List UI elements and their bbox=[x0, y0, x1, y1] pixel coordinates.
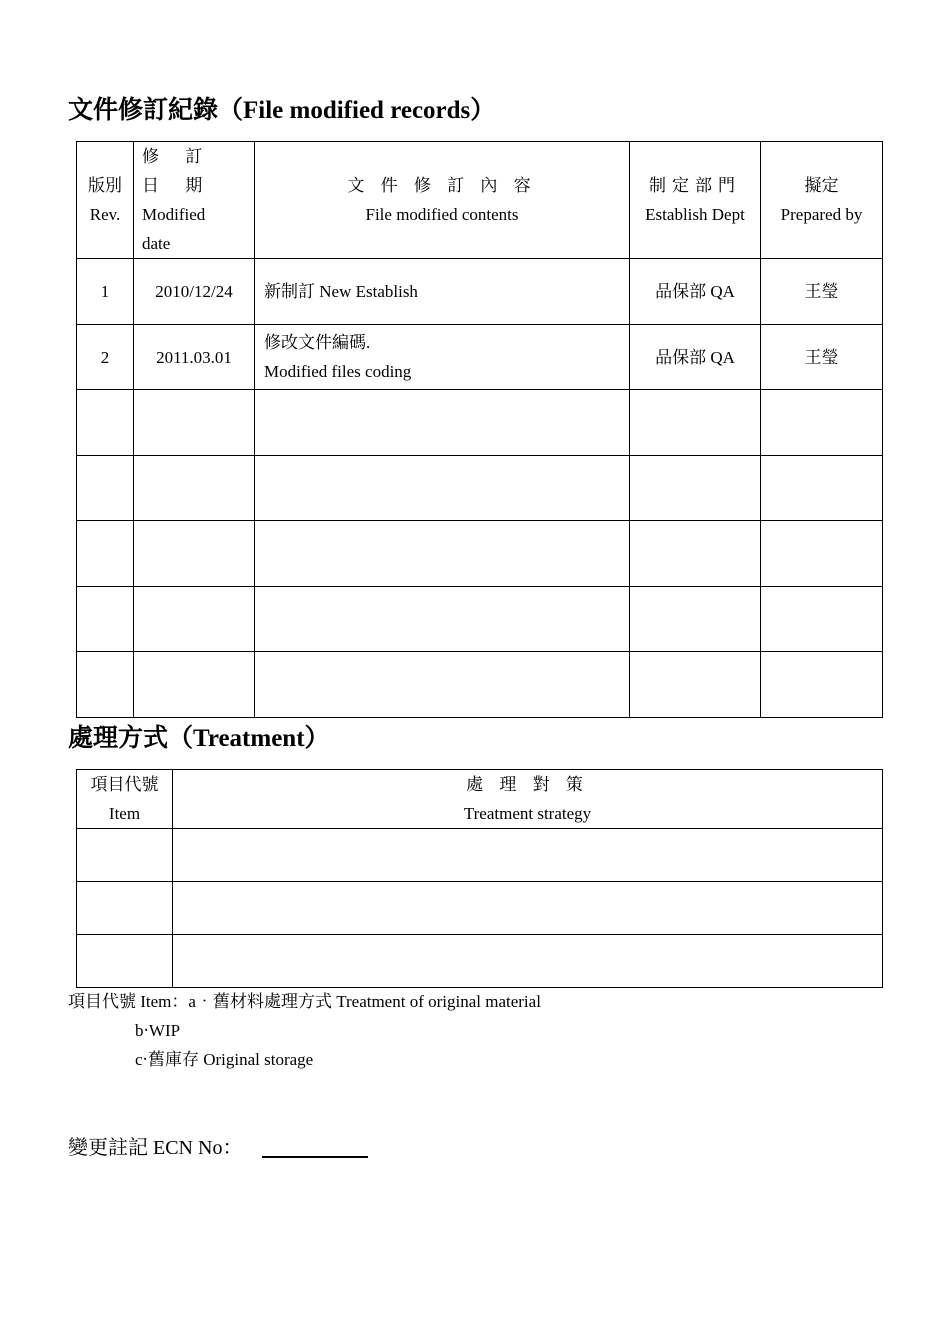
prepared-cell: 王瑩 bbox=[761, 325, 883, 390]
treatment-header-row bbox=[77, 770, 883, 829]
prepared-cell bbox=[761, 456, 883, 521]
ecn-label: 變更註記 ECN No： bbox=[68, 1137, 243, 1159]
table-row bbox=[77, 259, 883, 325]
content-cell: 修改文件編碼. Modified files coding bbox=[255, 325, 630, 390]
prepared-cell bbox=[761, 652, 883, 718]
rev-cell: 1 bbox=[77, 259, 134, 325]
strategy-header: 處 理 對 策 Treatment strategy bbox=[173, 770, 883, 829]
content-cell bbox=[255, 456, 630, 521]
treatment-table bbox=[76, 769, 883, 988]
treatment-title: 處理方式（Treatment） bbox=[68, 725, 330, 752]
records-table bbox=[76, 141, 883, 718]
strategy-cell bbox=[173, 935, 883, 988]
note-item-c: c‧舊庫存 Original storage bbox=[135, 1050, 314, 1069]
table-row bbox=[77, 521, 883, 587]
dept-cell: 品保部 QA bbox=[630, 259, 761, 325]
table-row bbox=[77, 829, 883, 882]
date-cell bbox=[134, 587, 255, 652]
prepared-cell: 王瑩 bbox=[761, 259, 883, 325]
rev-cell bbox=[77, 652, 134, 718]
table-row bbox=[77, 882, 883, 935]
dept-cell bbox=[630, 456, 761, 521]
date-cell: 2011.03.01 bbox=[134, 325, 255, 390]
dept-cell bbox=[630, 652, 761, 718]
rev-cell bbox=[77, 587, 134, 652]
table-row bbox=[77, 325, 883, 390]
dept-cell bbox=[630, 587, 761, 652]
note-item-b: b‧WIP bbox=[135, 1021, 181, 1040]
item-cell bbox=[77, 935, 173, 988]
table-row bbox=[77, 587, 883, 652]
content-cell bbox=[255, 652, 630, 718]
item-cell bbox=[77, 829, 173, 882]
rev-cell bbox=[77, 456, 134, 521]
table-row bbox=[77, 935, 883, 988]
table-row bbox=[77, 390, 883, 456]
date-header: 修 訂 日 期 Modified date bbox=[134, 142, 255, 259]
date-cell bbox=[134, 652, 255, 718]
dept-cell bbox=[630, 390, 761, 456]
records-header-row bbox=[77, 142, 883, 259]
prepared-header: 擬定 Prepared by bbox=[761, 142, 883, 259]
dept-header: 制定部門 Establish Dept bbox=[630, 142, 761, 259]
rev-cell bbox=[77, 521, 134, 587]
ecn-number-field[interactable] bbox=[262, 1156, 368, 1158]
date-cell: 2010/12/24 bbox=[134, 259, 255, 325]
strategy-cell bbox=[173, 829, 883, 882]
prepared-cell bbox=[761, 390, 883, 456]
content-cell bbox=[255, 587, 630, 652]
content-cell bbox=[255, 521, 630, 587]
content-cell: 新制訂 New Establish bbox=[255, 259, 630, 325]
rev-cell bbox=[77, 390, 134, 456]
date-cell bbox=[134, 521, 255, 587]
prepared-cell bbox=[761, 587, 883, 652]
content-cell bbox=[255, 390, 630, 456]
date-cell bbox=[134, 456, 255, 521]
item-header: 項目代號 Item bbox=[77, 770, 173, 829]
note-item-a: 項目代號 Item：a‧舊材料處理方式 Treatment of original material bbox=[68, 992, 541, 1011]
rev-header: 版別 Rev. bbox=[77, 142, 134, 259]
table-row bbox=[77, 456, 883, 521]
dept-cell: 品保部 QA bbox=[630, 325, 761, 390]
records-title: 文件修訂紀錄（File modified records） bbox=[68, 97, 496, 124]
rev-cell: 2 bbox=[77, 325, 134, 390]
dept-cell bbox=[630, 521, 761, 587]
content-header: 文 件 修 訂 內 容 File modified contents bbox=[255, 142, 630, 259]
prepared-cell bbox=[761, 521, 883, 587]
strategy-cell bbox=[173, 882, 883, 935]
date-cell bbox=[134, 390, 255, 456]
item-cell bbox=[77, 882, 173, 935]
table-row bbox=[77, 652, 883, 718]
